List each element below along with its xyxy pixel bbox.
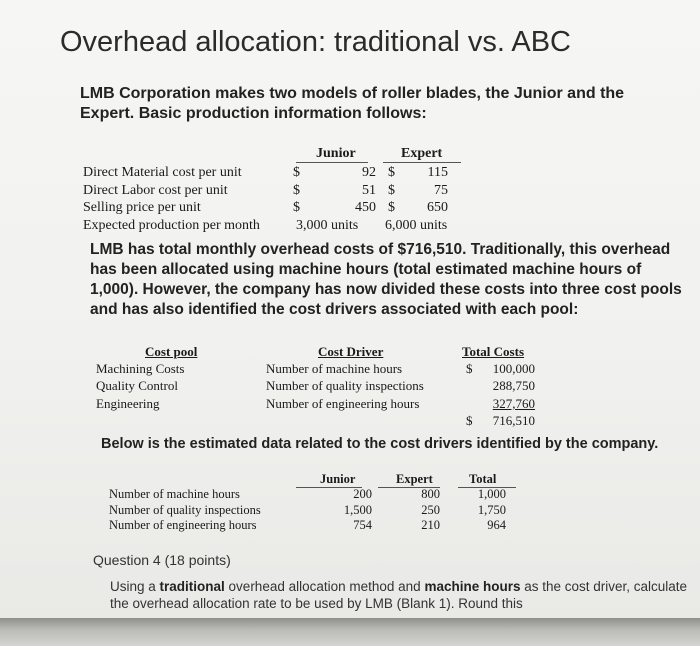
expert-value: 210 — [421, 518, 440, 532]
col-header-expert: Expert — [401, 146, 443, 161]
driver-data-intro: Below is the estimated data related to the cost drivers identified by the company. — [101, 436, 659, 452]
cost-pool-name: Quality Control — [96, 378, 178, 393]
currency-sign: $ — [388, 200, 395, 215]
expert-value: 75 — [434, 183, 448, 198]
expert-value: 115 — [427, 165, 448, 180]
col-header-junior: Junior — [316, 146, 356, 161]
cost-pool-name: Engineering — [96, 396, 160, 411]
total-value: 1,750 — [477, 503, 506, 517]
currency-sign: $ — [293, 183, 300, 198]
col-header-cost-driver: Cost Driver — [318, 344, 384, 359]
expert-value: 650 — [427, 200, 448, 215]
col-header-junior: Junior — [320, 472, 356, 486]
total-value: 964 — [487, 518, 506, 532]
currency-sign: $ — [466, 413, 473, 428]
cost-driver-name: Number of quality inspections — [266, 378, 424, 393]
header-underline — [383, 162, 461, 163]
col-header-cost-pool: Cost pool — [145, 344, 198, 359]
currency-sign: $ — [388, 183, 395, 198]
overhead-paragraph: LMB has total monthly overhead costs of $716,510. Traditionally, this overhead has been allocated using machine hours (total estimated machine hours of 1,000). However, the company has now divided these costs into three cost pools and has also identified the cost drivers associated with each pool: — [90, 241, 682, 318]
row-label: Selling price per unit — [83, 200, 201, 215]
question-emphasis: traditional — [159, 579, 225, 594]
junior-value: 1,500 — [343, 503, 372, 517]
col-header-expert: Expert — [396, 472, 433, 486]
question-text: overhead allocation method and — [224, 579, 425, 594]
junior-value: 92 — [362, 165, 376, 180]
row-label: Expected production per month — [83, 218, 260, 233]
junior-value: 3,000 units — [296, 218, 359, 233]
question-text: Using a — [110, 579, 160, 594]
col-header-total-costs: Total Costs — [462, 344, 525, 359]
row-label: Number of machine hours — [109, 487, 240, 501]
expert-value: 6,000 units — [385, 218, 448, 233]
row-label: Number of quality inspections — [109, 503, 261, 517]
row-label: Direct Labor cost per unit — [83, 183, 228, 198]
total-cost-value: 327,760 — [492, 396, 535, 411]
expert-value: 250 — [421, 503, 440, 517]
question-body — [110, 578, 690, 612]
expert-value: 800 — [421, 487, 440, 501]
question-text: as the cost driver, calculate the overhead allocation rate to be used by LMB (Blank 1). Round this — [110, 579, 688, 611]
total-value: 1,000 — [477, 487, 506, 501]
bottom-strip — [0, 618, 700, 646]
cost-pool-name: Machining Costs — [96, 361, 185, 376]
cost-driver-name: Number of engineering hours — [266, 396, 420, 411]
junior-value: 51 — [362, 183, 376, 198]
junior-value: 754 — [353, 518, 372, 532]
page-title: Overhead allocation: traditional vs. ABC — [60, 26, 571, 58]
header-underline — [296, 162, 368, 163]
total-cost-value: 100,000 — [492, 361, 535, 376]
junior-value: 200 — [353, 487, 372, 501]
row-label: Direct Material cost per unit — [83, 165, 242, 180]
cost-driver-name: Number of machine hours — [266, 361, 403, 376]
currency-sign: $ — [293, 165, 300, 180]
intro-text: LMB Corporation makes two models of roller blades, the Junior and the Expert. Basic production information follows: — [80, 85, 625, 122]
junior-value: 450 — [355, 200, 376, 215]
col-header-total: Total — [469, 472, 497, 486]
question-emphasis: machine hours — [424, 579, 521, 594]
question-title: Question 4 (18 points) — [93, 552, 231, 568]
currency-sign: $ — [466, 361, 473, 376]
grand-total-value: 716,510 — [492, 413, 535, 428]
row-label: Number of engineering hours — [109, 518, 257, 532]
currency-sign: $ — [388, 165, 395, 180]
currency-sign: $ — [293, 200, 300, 215]
total-cost-value: 288,750 — [492, 378, 535, 393]
